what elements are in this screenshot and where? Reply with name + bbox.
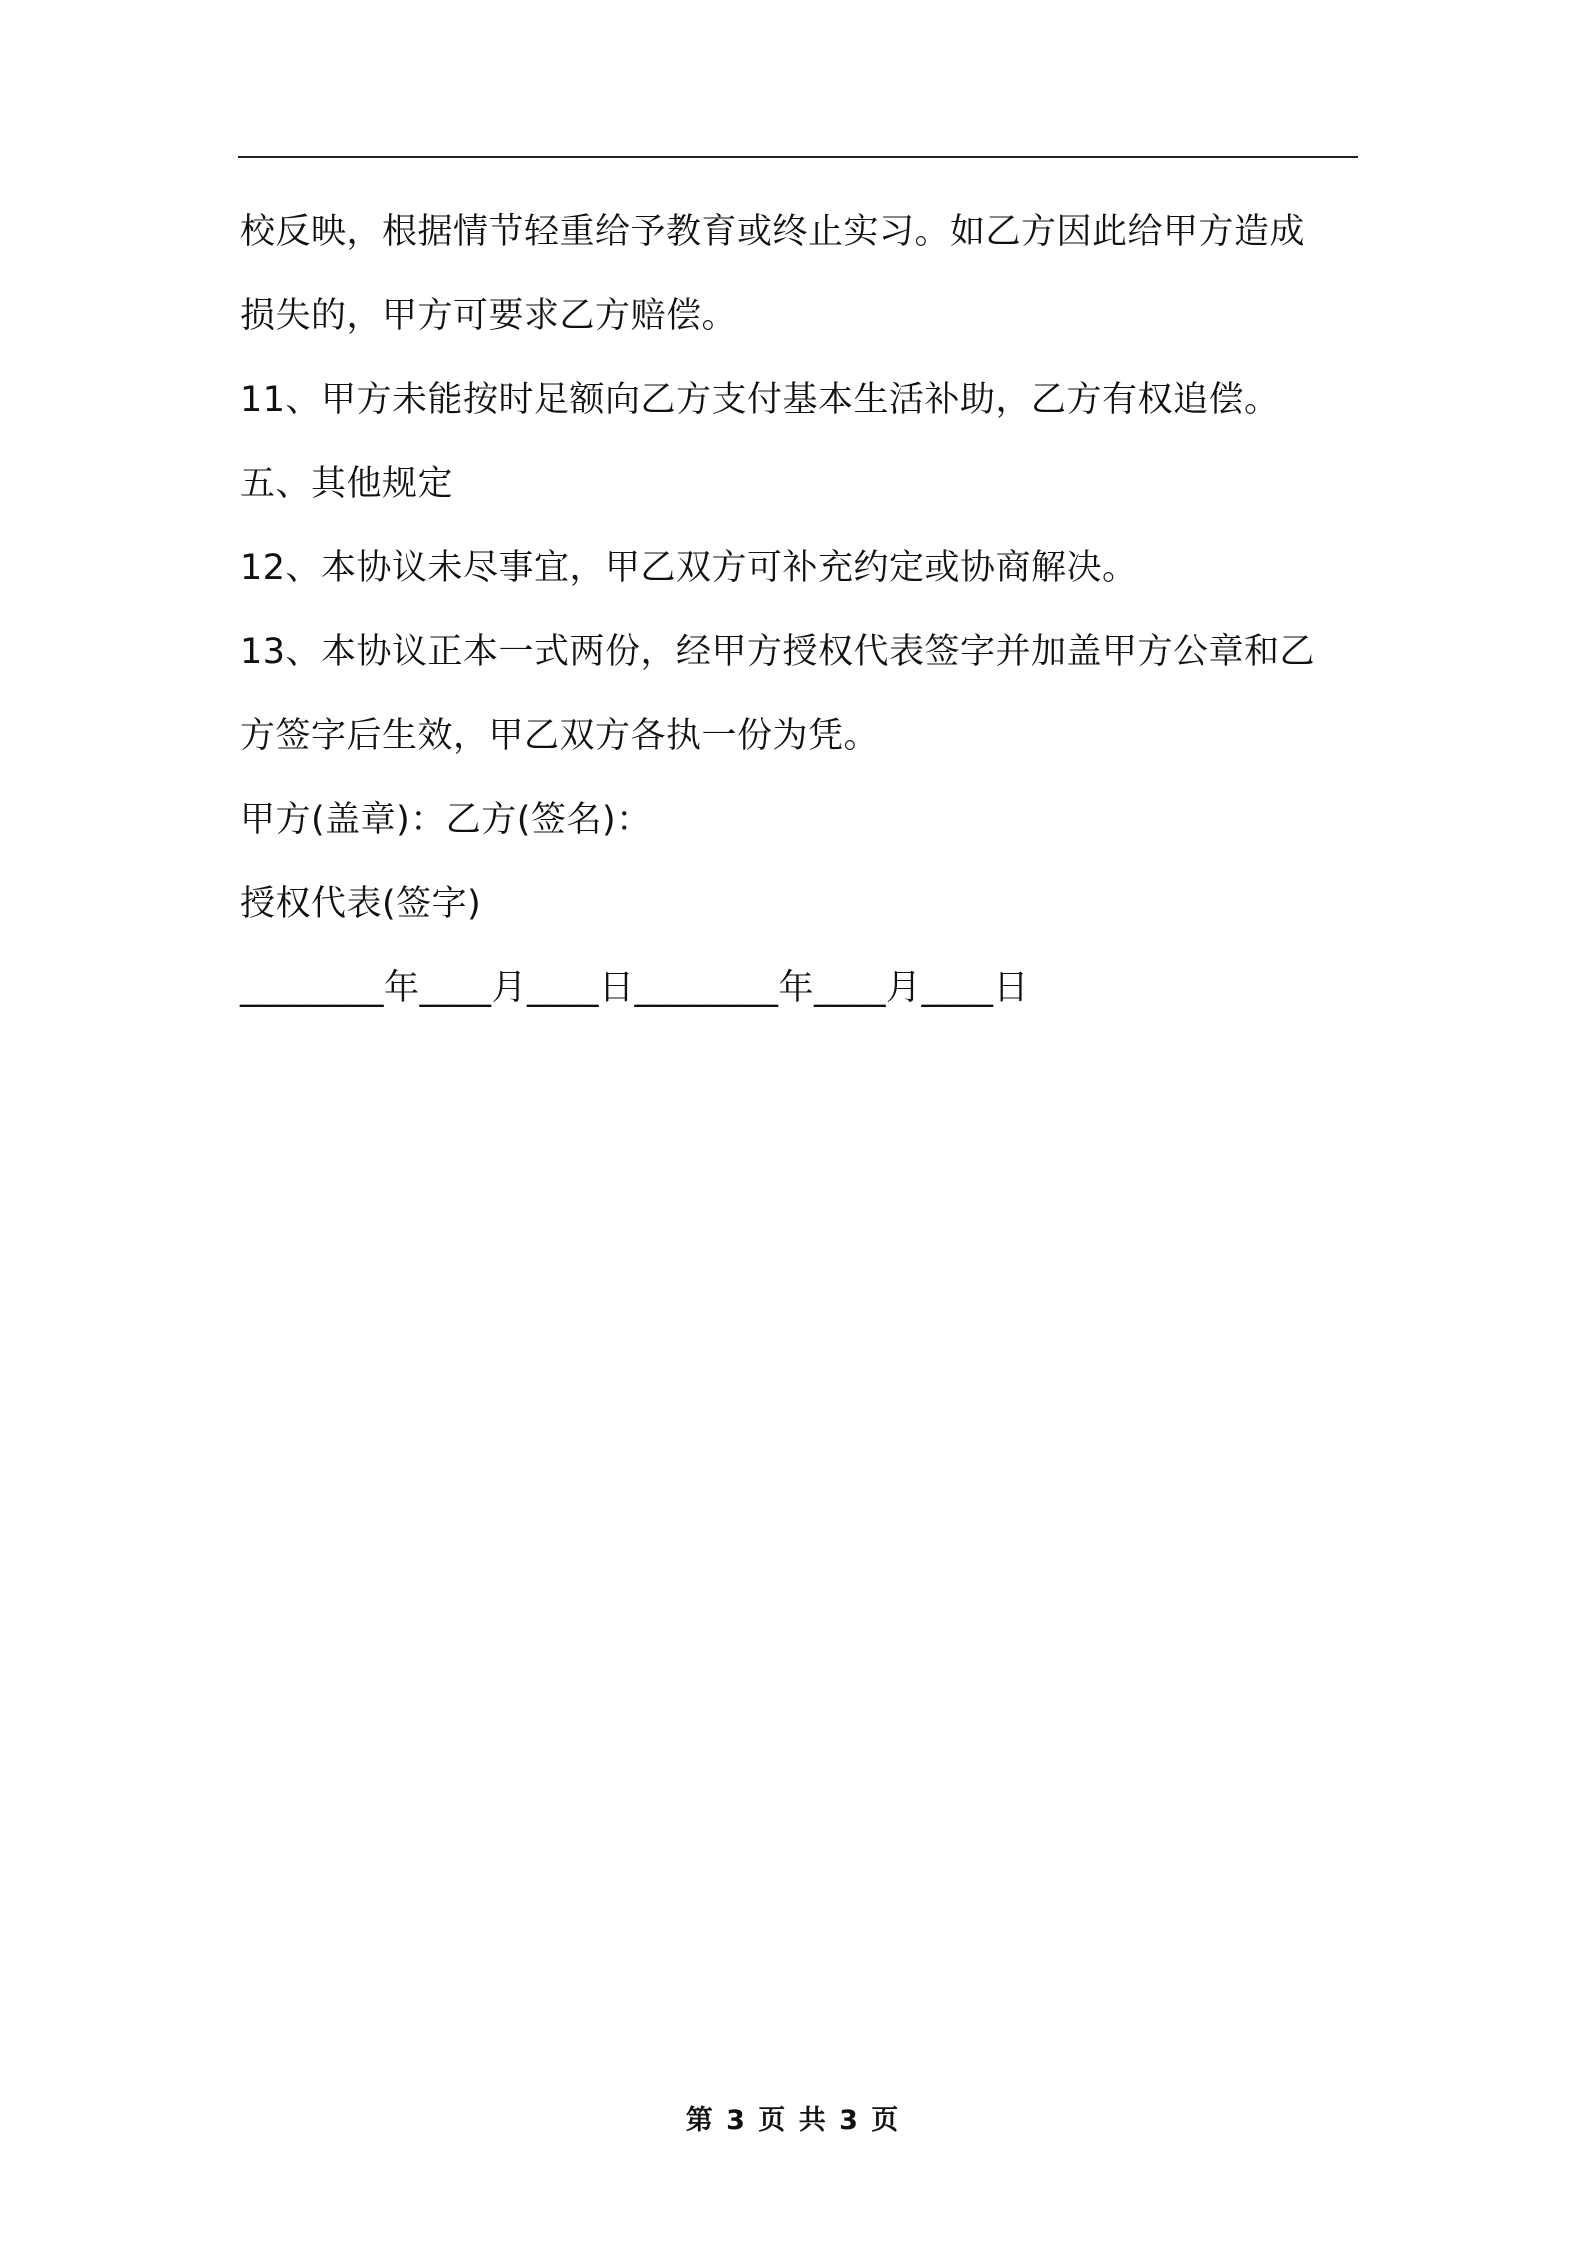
authorized-representative: 授权代表(签字) <box>240 884 482 924</box>
clause-13: 13、本协议正本一式两份，经甲方授权代表签字并加盖甲方公章和乙 <box>240 632 1316 672</box>
clause-11: 11、甲方未能按时足额向乙方支付基本生活补助，乙方有权追偿。 <box>240 380 1280 420</box>
page-number: 第 3 页 共 3 页 <box>685 2105 901 2136</box>
document-body <box>240 190 1365 1030</box>
paragraph-line: 校反映，根据情节轻重给予教育或终止实习。如乙方因此给甲方造成 <box>240 212 1306 252</box>
paragraph-line: 损失的，甲方可要求乙方赔偿。 <box>240 296 738 336</box>
header-divider <box>238 156 1358 158</box>
clause-12: 12、本协议未尽事宜，甲乙双方可补充约定或协商解决。 <box>240 548 1138 588</box>
signature-date-line: ________年____月____日________年____月____日 <box>240 968 1030 1008</box>
paragraph-line: 方签字后生效，甲乙双方各执一份为凭。 <box>240 716 880 756</box>
section-heading: 五、其他规定 <box>240 464 454 504</box>
signature-parties: 甲方(盖章)：乙方(签名)： <box>240 800 652 840</box>
